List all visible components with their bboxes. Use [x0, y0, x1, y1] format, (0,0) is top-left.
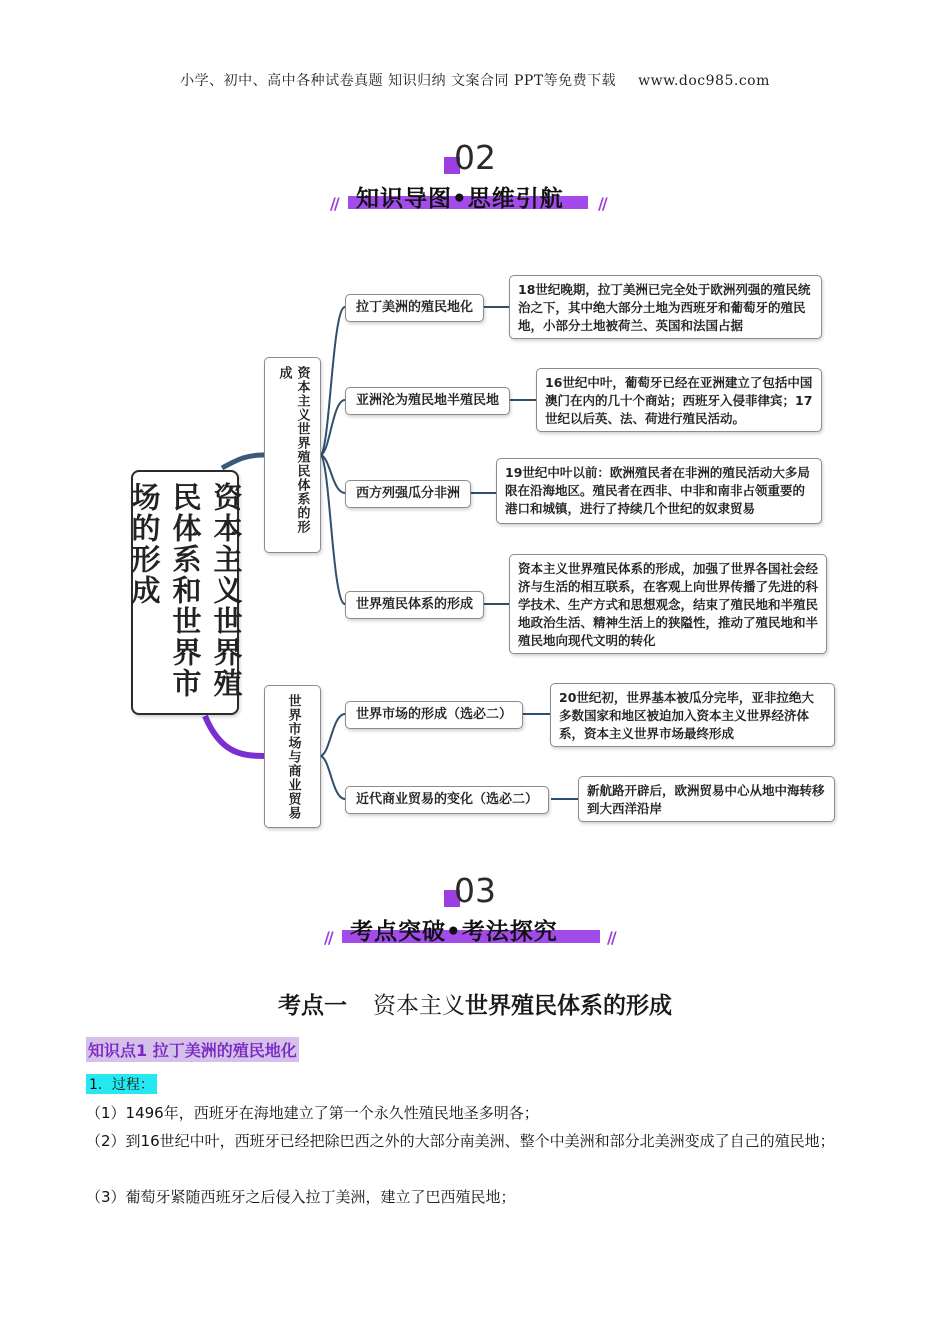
mindmap-branch-2	[264, 685, 321, 828]
mindmap-node-asia: 亚洲沦为殖民地半殖民地	[345, 387, 510, 415]
mindmap-desc-latin-america: 18世纪晚期，拉丁美洲已完全处于欧洲列强的殖民统治之下，其中绝大部分土地为西班牙和葡萄牙的殖民地，小部分土地被荷兰、英国和法国占据	[509, 275, 822, 339]
knowledge-point-label: 知识点1 拉丁美洲的殖民地化	[86, 1037, 299, 1062]
kaodian-heading	[0, 987, 950, 1020]
connector-root-branch1	[222, 455, 264, 468]
connector-b2-c2	[320, 756, 345, 799]
mindmap-desc-world-market: 20世纪初，世界基本被瓜分完毕，亚非拉绝大多数国家和地区被迫加入资本主义世界经济体系，资本主义世界市场最终形成	[550, 683, 835, 747]
section-title: 知识导图•思维引航	[356, 186, 564, 212]
connector-b2-c1	[320, 714, 345, 756]
section-number: 03	[454, 871, 496, 910]
section-title-slashes-right: //	[607, 928, 615, 947]
mindmap-node-world-market: 世界市场的形成（选必二）	[345, 701, 523, 729]
mindmap-desc-asia: 16世纪中叶，葡萄牙已经在亚洲建立了包括中国澳门在内的几十个商站；西班牙入侵菲律宾；17世纪以后英、法、荷进行殖民活动。	[536, 368, 822, 432]
section-title: 考点突破•考法探究	[350, 919, 558, 945]
mindmap-desc-colonial-system: 资本主义世界殖民体系的形成，加强了世界各国社会经济与生活的相互联系，在客观上向世界传播了先进的科学技术、生产方式和思想观念，结束了殖民地和半殖民地政治生活、精神生活上的狭隘性，推动了殖民地和半殖民地向现代文明的转化	[509, 554, 827, 654]
connector-b1-c1	[320, 307, 345, 455]
mindmap-root-node	[127, 470, 244, 715]
section-title-slashes-right: //	[598, 194, 606, 213]
header-text: 小学、初中、高中各种试卷真题 知识归纳 文案合同 PPT等免费下载	[180, 73, 617, 89]
mindmap-node-colonial-system: 世界殖民体系的形成	[345, 591, 484, 619]
kaodian-bold: 世界殖民体系的形成	[465, 993, 672, 1019]
mindmap-branch-1	[264, 357, 321, 553]
header-url[interactable]: www.doc985.com	[638, 73, 770, 89]
connector-root-branch2	[205, 716, 264, 756]
section-title-slashes-left: //	[330, 194, 338, 213]
section-title-slashes-left: //	[324, 928, 332, 947]
mindmap-node-africa: 西方列强瓜分非洲	[345, 480, 471, 508]
kaodian-prefix: 考点一	[278, 993, 347, 1019]
step-label: 1．过程：	[86, 1074, 157, 1094]
mindmap-node-trade-change: 近代商业贸易的变化（选必二）	[345, 786, 549, 814]
mindmap-desc-africa: 19世纪中叶以前：欧洲殖民者在非洲的殖民活动大多局限在沿海地区。殖民者在西非、中非和南非占领重要的港口和城镇，进行了持续几个世纪的奴隶贸易	[496, 458, 822, 524]
mindmap-root-label: 资本主义世界殖民体系和世界市场的形成	[127, 481, 244, 699]
mindmap-node-latin-america: 拉丁美洲的殖民地化	[345, 294, 484, 322]
mindmap-desc-trade-change: 新航路开辟后，欧洲贸易中心从地中海转移到大西洋沿岸	[578, 776, 835, 822]
kaodian-normal: 资本主义	[373, 993, 465, 1019]
paragraph-3: （3）葡萄牙紧随西班牙之后侵入拉丁美洲，建立了巴西殖民地；	[86, 1188, 516, 1206]
section-number: 02	[454, 138, 496, 177]
paragraph-1: （1）1496年，西班牙在海地建立了第一个永久性殖民地圣多明各；	[86, 1104, 539, 1122]
branch-2-label: 世界市场与商业贸易	[285, 694, 301, 820]
branch-1-label: 资本主义世界殖民体系的形成	[276, 366, 310, 534]
paragraph-2: （2）到16世纪中叶，西班牙已经把除巴西之外的大部分南美洲、整个中美洲和部分北美洲变成了自己的殖民地；	[86, 1132, 835, 1150]
